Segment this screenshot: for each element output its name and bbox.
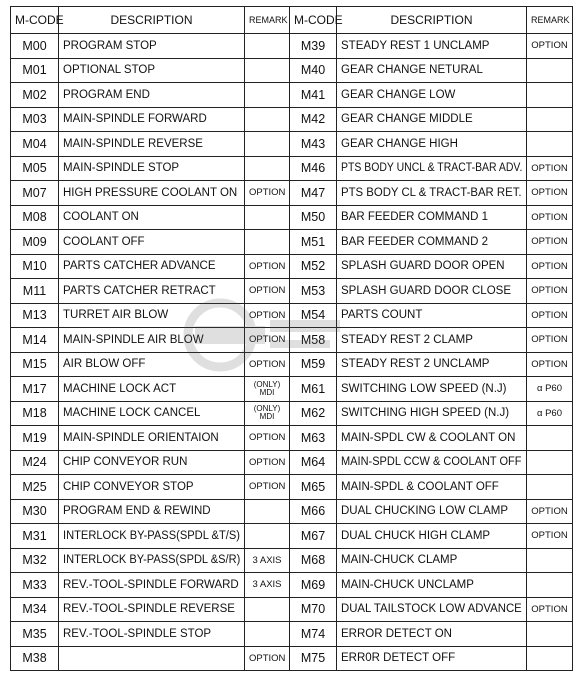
description-cell: SPLASH GUARD DOOR OPEN (337, 254, 527, 279)
table-body (11, 34, 573, 671)
remark-cell (245, 34, 290, 59)
description-cell: INTERLOCK BY-PASS(SPDL &T/S) (59, 524, 245, 549)
table-row (11, 181, 573, 206)
table-row (11, 401, 573, 426)
m-code-cell: M00 (11, 34, 59, 59)
description-cell: PROGRAM END (59, 83, 245, 108)
remark-cell: α P60 (527, 401, 573, 426)
m-code-cell: M42 (290, 107, 337, 132)
table-row (11, 132, 573, 157)
table-row (11, 352, 573, 377)
description-cell: HIGH PRESSURE COOLANT ON (59, 181, 245, 206)
description-cell: MAIN-SPINDLE AIR BLOW (59, 328, 245, 353)
m-code-cell: M01 (11, 58, 59, 83)
table-row (11, 156, 573, 181)
description-cell: COOLANT OFF (59, 230, 245, 255)
description-cell: GEAR CHANGE NETURAL (337, 58, 527, 83)
description-cell: MAIN-SPDL CW & COOLANT ON (337, 426, 527, 451)
m-code-cell: M38 (11, 646, 59, 671)
description-header: DESCRIPTION (59, 7, 245, 34)
m-code-cell: M34 (11, 597, 59, 622)
description-cell: MAIN-CHUCK UNCLAMP (337, 573, 527, 598)
remark-cell (245, 132, 290, 157)
remark-cell: OPTION (245, 328, 290, 353)
remark-cell (245, 205, 290, 230)
remark-cell: OPTION (527, 181, 573, 206)
table-row (11, 622, 573, 647)
remark-cell (527, 426, 573, 451)
remark-cell: OPTION (527, 205, 573, 230)
table-row (11, 597, 573, 622)
remark-cell: OPTION (527, 156, 573, 181)
m-code-cell: M40 (290, 58, 337, 83)
description-cell: STEADY REST 1 UNCLAMP (337, 34, 527, 59)
remark-cell (527, 83, 573, 108)
remark-cell: OPTION (527, 597, 573, 622)
description-cell: GEAR CHANGE HIGH (337, 132, 527, 157)
description-cell: PARTS CATCHER RETRACT (59, 279, 245, 304)
description-cell: OPTIONAL STOP (59, 58, 245, 83)
m-code-cell: M19 (11, 426, 59, 451)
description-cell: STEADY REST 2 CLAMP (337, 328, 527, 353)
m-code-cell: M02 (11, 83, 59, 108)
remark-cell: (ONLY) MDI (245, 401, 290, 426)
remark-cell: OPTION (527, 34, 573, 59)
description-cell: GEAR CHANGE MIDDLE (337, 107, 527, 132)
table-row (11, 107, 573, 132)
remark-cell: OPTION (245, 181, 290, 206)
remark-cell (527, 475, 573, 500)
m-code-cell: M65 (290, 475, 337, 500)
m-code-cell: M75 (290, 646, 337, 671)
remark-cell: 3 AXIS (245, 548, 290, 573)
remark-cell (245, 83, 290, 108)
description-cell: BAR FEEDER COMMAND 1 (337, 205, 527, 230)
m-code-cell: M62 (290, 401, 337, 426)
m-code-cell: M70 (290, 597, 337, 622)
description-cell: SWITCHING HIGH SPEED (N.J) (337, 401, 527, 426)
m-code-cell: M04 (11, 132, 59, 157)
m-code-cell: M33 (11, 573, 59, 598)
remark-cell (245, 58, 290, 83)
description-cell: PTS BODY CL & TRACT-BAR RET. (337, 181, 527, 206)
description-cell: DUAL CHUCK HIGH CLAMP (337, 524, 527, 549)
m-code-cell: M15 (11, 352, 59, 377)
remark-cell: OPTION (527, 352, 573, 377)
description-cell: MACHINE LOCK CANCEL (59, 401, 245, 426)
remark-cell: OPTION (245, 646, 290, 671)
header-row (11, 7, 573, 34)
description-cell: MAIN-SPINDLE REVERSE (59, 132, 245, 157)
description-cell: PTS BODY UNCL & TRACT-BAR ADV. (337, 156, 527, 181)
m-code-cell: M17 (11, 377, 59, 402)
remark-cell (245, 597, 290, 622)
table-row (11, 646, 573, 671)
m-code-cell: M41 (290, 83, 337, 108)
remark-cell (245, 622, 290, 647)
remark-cell: OPTION (245, 352, 290, 377)
remark-cell (527, 450, 573, 475)
m-code-cell: M66 (290, 499, 337, 524)
remark-cell (527, 107, 573, 132)
m-code-cell: M47 (290, 181, 337, 206)
m-code-cell: M08 (11, 205, 59, 230)
m-code-cell: M35 (11, 622, 59, 647)
description-header: DESCRIPTION (337, 7, 527, 34)
description-cell: GEAR CHANGE LOW (337, 83, 527, 108)
description-cell: STEADY REST 2 UNCLAMP (337, 352, 527, 377)
remark-cell (245, 107, 290, 132)
table-row (11, 377, 573, 402)
m-code-cell: M43 (290, 132, 337, 157)
remark-cell: OPTION (527, 328, 573, 353)
description-cell: MAIN-SPDL CCW & COOLANT OFF (337, 450, 527, 475)
m-code-cell: M64 (290, 450, 337, 475)
description-cell: MAIN-SPINDLE ORIENTAION (59, 426, 245, 451)
remark-cell: OPTION (245, 279, 290, 304)
description-cell: MAIN-SPINDLE FORWARD (59, 107, 245, 132)
m-code-cell: M30 (11, 499, 59, 524)
m-code-cell: M46 (290, 156, 337, 181)
m-code-cell: M51 (290, 230, 337, 255)
remark-cell: OPTION (245, 303, 290, 328)
remark-cell (527, 132, 573, 157)
m-code-cell: M09 (11, 230, 59, 255)
m-code-cell: M52 (290, 254, 337, 279)
m-code-cell: M31 (11, 524, 59, 549)
m-code-cell: M69 (290, 573, 337, 598)
m-code-cell: M03 (11, 107, 59, 132)
remark-cell (245, 156, 290, 181)
description-cell: CHIP CONVEYOR STOP (59, 475, 245, 500)
table-row (11, 254, 573, 279)
description-cell (59, 646, 245, 671)
m-code-cell: M11 (11, 279, 59, 304)
m-code-cell: M32 (11, 548, 59, 573)
description-cell: MACHINE LOCK ACT (59, 377, 245, 402)
description-cell: REV.-TOOL-SPINDLE FORWARD (59, 573, 245, 598)
m-code-cell: M14 (11, 328, 59, 353)
remark-cell: α P60 (527, 377, 573, 402)
description-cell: MAIN-SPDL & COOLANT OFF (337, 475, 527, 500)
m-code-cell: M07 (11, 181, 59, 206)
table-row (11, 524, 573, 549)
description-cell: PARTS CATCHER ADVANCE (59, 254, 245, 279)
description-cell: BAR FEEDER COMMAND 2 (337, 230, 527, 255)
m-code-cell: M53 (290, 279, 337, 304)
table-row (11, 83, 573, 108)
m-code-cell: M24 (11, 450, 59, 475)
m-code-cell: M13 (11, 303, 59, 328)
table-row (11, 475, 573, 500)
remark-cell: (ONLY) MDI (245, 377, 290, 402)
remark-cell (245, 499, 290, 524)
remark-cell (245, 524, 290, 549)
description-cell: CHIP CONVEYOR RUN (59, 450, 245, 475)
m-code-header: M-CODE (11, 7, 59, 34)
m-code-cell: M18 (11, 401, 59, 426)
table-row (11, 303, 573, 328)
m-code-cell: M05 (11, 156, 59, 181)
m-code-cell: M54 (290, 303, 337, 328)
table-row (11, 426, 573, 451)
m-code-cell: M39 (290, 34, 337, 59)
remark-cell: OPTION (527, 303, 573, 328)
remark-cell (527, 58, 573, 83)
description-cell: REV.-TOOL-SPINDLE STOP (59, 622, 245, 647)
description-cell: MAIN-CHUCK CLAMP (337, 548, 527, 573)
description-cell: PROGRAM END & REWIND (59, 499, 245, 524)
remark-cell: OPTION (245, 475, 290, 500)
table-row (11, 58, 573, 83)
remark-cell: OPTION (527, 499, 573, 524)
m-code-cell: M67 (290, 524, 337, 549)
remark-cell: OPTION (527, 254, 573, 279)
remark-header: REMARK (245, 7, 290, 34)
description-cell: DUAL CHUCKING LOW CLAMP (337, 499, 527, 524)
description-cell: MAIN-SPINDLE STOP (59, 156, 245, 181)
table-row (11, 499, 573, 524)
remark-cell (245, 230, 290, 255)
m-code-cell: M63 (290, 426, 337, 451)
description-cell: ERROR DETECT ON (337, 622, 527, 647)
remark-cell: OPTION (245, 426, 290, 451)
description-cell: ERR0R DETECT OFF (337, 646, 527, 671)
m-code-cell: M68 (290, 548, 337, 573)
m-code-cell: M61 (290, 377, 337, 402)
table-row (11, 328, 573, 353)
remark-cell: OPTION (527, 230, 573, 255)
m-code-cell: M58 (290, 328, 337, 353)
table-row (11, 205, 573, 230)
m-code-cell: M59 (290, 352, 337, 377)
table-row (11, 573, 573, 598)
remark-cell (527, 573, 573, 598)
m-code-cell: M10 (11, 254, 59, 279)
description-cell: PROGRAM STOP (59, 34, 245, 59)
remark-header: REMARK (527, 7, 573, 34)
description-cell: INTERLOCK BY-PASS(SPDL &S/R) (59, 548, 245, 573)
m-code-header: M-CODE (290, 7, 337, 34)
table-row (11, 450, 573, 475)
description-cell: PARTS COUNT (337, 303, 527, 328)
description-cell: REV.-TOOL-SPINDLE REVERSE (59, 597, 245, 622)
remark-cell (527, 622, 573, 647)
remark-cell: 3 AXIS (245, 573, 290, 598)
remark-cell (527, 548, 573, 573)
description-cell: TURRET AIR BLOW (59, 303, 245, 328)
m-code-cell: M25 (11, 475, 59, 500)
remark-cell: OPTION (527, 279, 573, 304)
description-cell: COOLANT ON (59, 205, 245, 230)
remark-cell: OPTION (245, 450, 290, 475)
m-code-cell: M74 (290, 622, 337, 647)
description-cell: AIR BLOW OFF (59, 352, 245, 377)
m-code-cell: M50 (290, 205, 337, 230)
table-row (11, 279, 573, 304)
remark-cell: OPTION (527, 524, 573, 549)
description-cell: SWITCHING LOW SPEED (N.J) (337, 377, 527, 402)
remark-cell: OPTION (245, 254, 290, 279)
remark-cell (527, 646, 573, 671)
table-row (11, 548, 573, 573)
description-cell: SPLASH GUARD DOOR CLOSE (337, 279, 527, 304)
table-row (11, 34, 573, 59)
table-row (11, 230, 573, 255)
m-code-table (10, 6, 573, 671)
description-cell: DUAL TAILSTOCK LOW ADVANCE (337, 597, 527, 622)
